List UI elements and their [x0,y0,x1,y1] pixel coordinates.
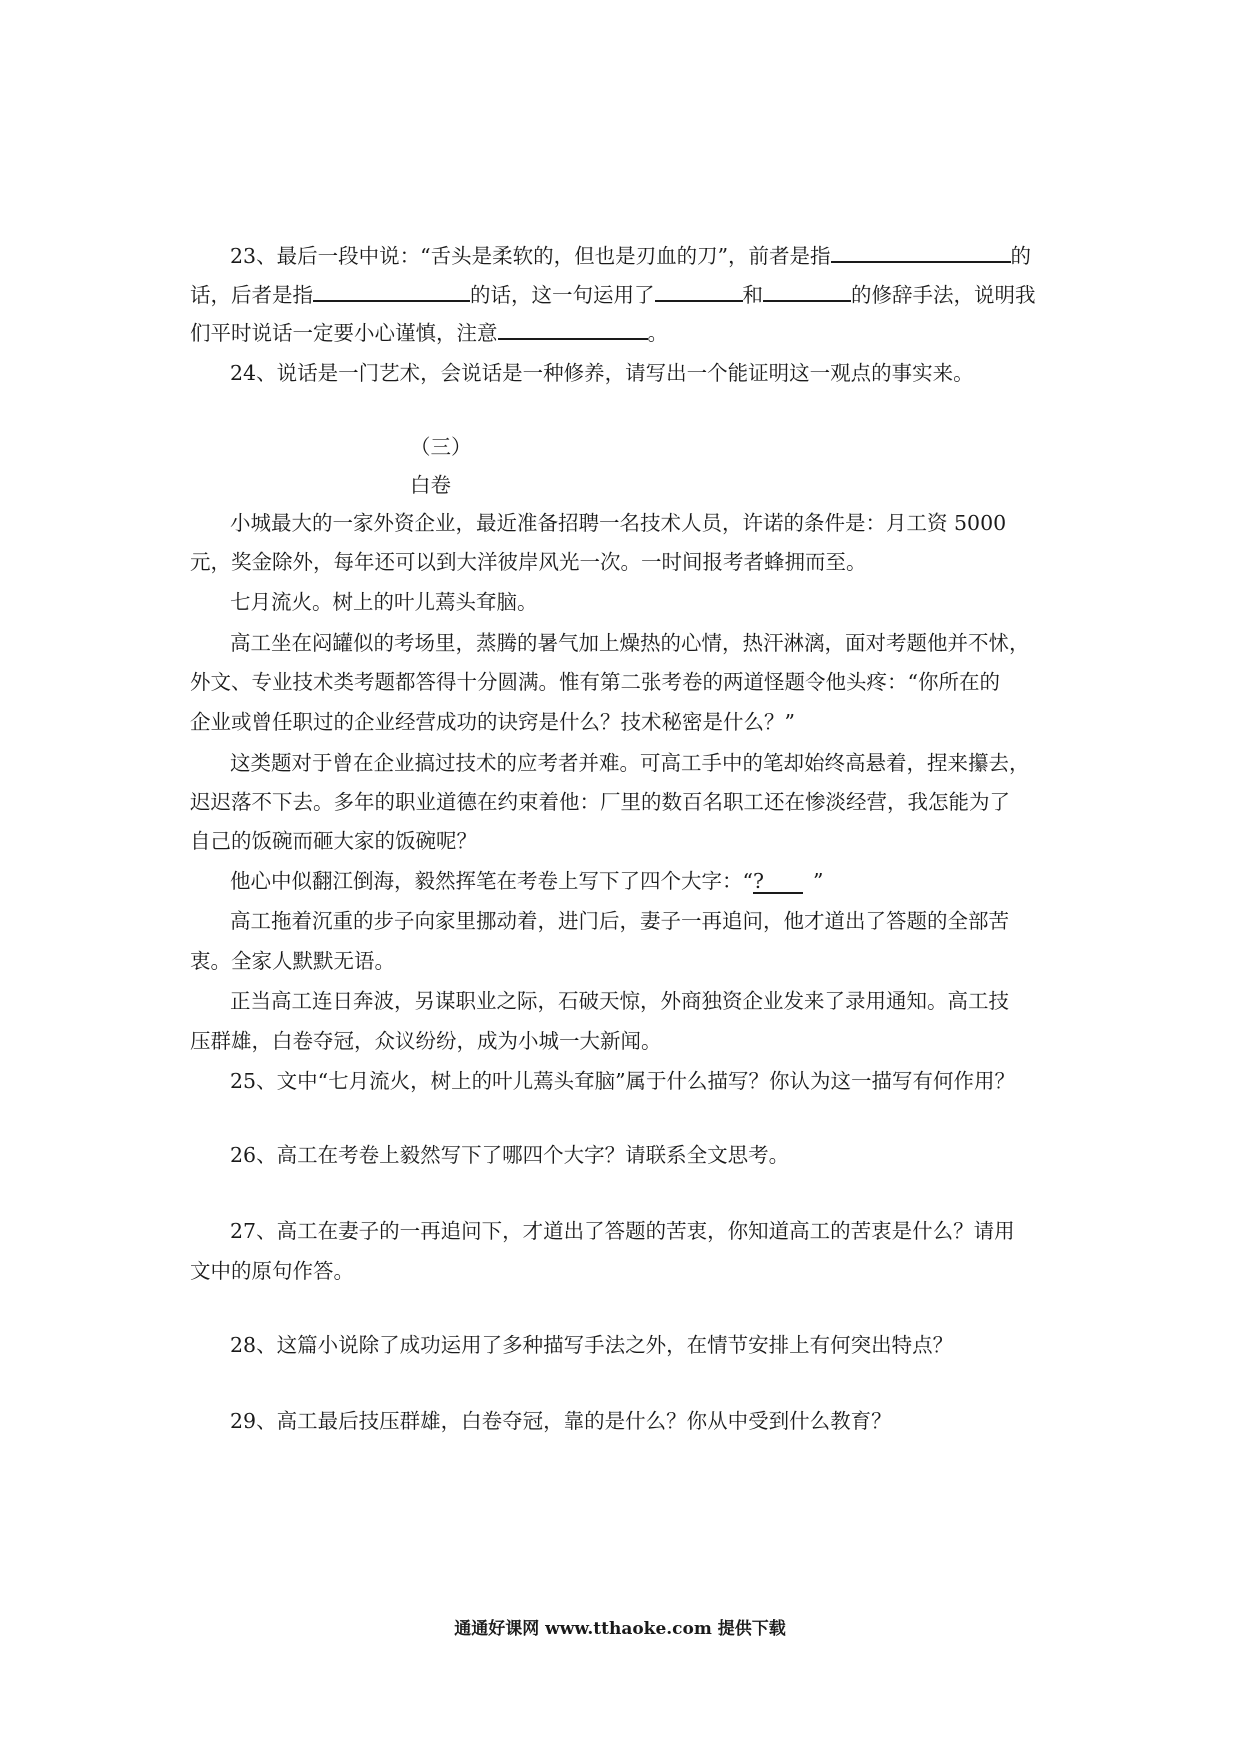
question-25: 25、文中“七月流火，树上的叶儿蔫头耷脑”属于什么描写？你认为这一描写有何作用？ [230,1069,1016,1093]
question-28: 28、这篇小说除了成功运用了多种描写手法之外，在情节安排上有何突出特点？ [230,1333,954,1357]
question-26: 26、高工在考卷上毅然写下了哪四个大字？请联系全文思考。 [230,1143,790,1167]
story-paragraph-4-cont: 自己的饭碗而砸大家的饭碗呢？ [190,829,477,853]
story-paragraph-5: 他心中似翻江倒海，毅然挥笔在考卷上写下了四个大字：“? ” [230,869,824,893]
question-27-cont: 文中的原句作答。 [190,1259,354,1283]
story-paragraph-6: 高工拖着沉重的步子向家里挪动着，进门后，妻子一再追问，他才道出了答题的全部苦 [230,909,1009,933]
answer-blank[interactable] [655,278,743,302]
answer-blank[interactable] [831,239,1011,263]
story-title: 白卷 [410,473,451,497]
section-number: （三） [410,435,472,459]
story-paragraph-4: 这类题对于曾在企业搞过技术的应考者并难。可高工手中的笔却始终高悬着，捏来攥去， [230,751,1030,775]
answer-blank[interactable] [313,278,470,302]
question-27: 27、高工在妻子的一再追问下，才道出了答题的苦衷，你知道高工的苦衷是什么？请用 [230,1219,1015,1243]
story-paragraph-3: 高工坐在闷罐似的考场里，蒸腾的暑气加上燥热的心情，热汗淋漓，面对考题他并不怵， [230,631,1030,655]
q23-line-3: 们平时说话一定要小心谨慎，注意 。 [190,316,668,348]
story-paragraph-2: 七月流火。树上的叶儿蔫头耷脑。 [230,590,538,614]
answer-blank[interactable]: ? [753,870,803,894]
story-paragraph-7-cont: 压群雄，白卷夺冠，众议纷纷，成为小城一大新闻。 [190,1029,662,1053]
story-paragraph-3-cont: 外文、专业技术类考题都答得十分圆满。惟有第二张考卷的两道怪题令他头疼：“你所在的 [190,670,1000,694]
story-paragraph-4-cont: 迟迟落不下去。多年的职业道德在约束着他：厂里的数百名职工还在惨淡经营，我怎能为了 [190,790,1010,814]
story-paragraph-7: 正当高工连日奔波，另谋职业之际，石破天惊，外商独资企业发来了录用通知。高工技 [230,989,1009,1013]
story-paragraph-3-cont: 企业或曾任职过的企业经营成功的诀窍是什么？技术秘密是什么？” [190,710,795,734]
answer-blank[interactable] [498,316,648,340]
answer-blank[interactable] [763,278,851,302]
story-paragraph-6-cont: 衷。全家人默默无语。 [190,949,395,973]
question-29: 29、高工最后技压群雄，白卷夺冠，靠的是什么？你从中受到什么教育？ [230,1409,892,1433]
q23-line-2: 话，后者是指 的话，这一句运用了 和 的修辞手法，说明我 [190,278,1036,310]
story-paragraph-1: 小城最大的一家外资企业，最近准备招聘一名技术人员，许诺的条件是：月工资 5000 [230,511,1007,535]
page-footer: 通通好课网 www.tthaoke.com 提供下载 [454,1619,786,1639]
q23-line-1: 23、最后一段中说：“舌头是柔软的，但也是刃血的刀”，前者是指 的 [230,239,1031,271]
story-paragraph-1-cont: 元，奖金除外，每年还可以到大洋彼岸风光一次。一时间报考者蜂拥而至。 [190,550,867,574]
question-24: 24、说话是一门艺术，会说话是一种修养，请写出一个能证明这一观点的事实来。 [230,361,974,385]
